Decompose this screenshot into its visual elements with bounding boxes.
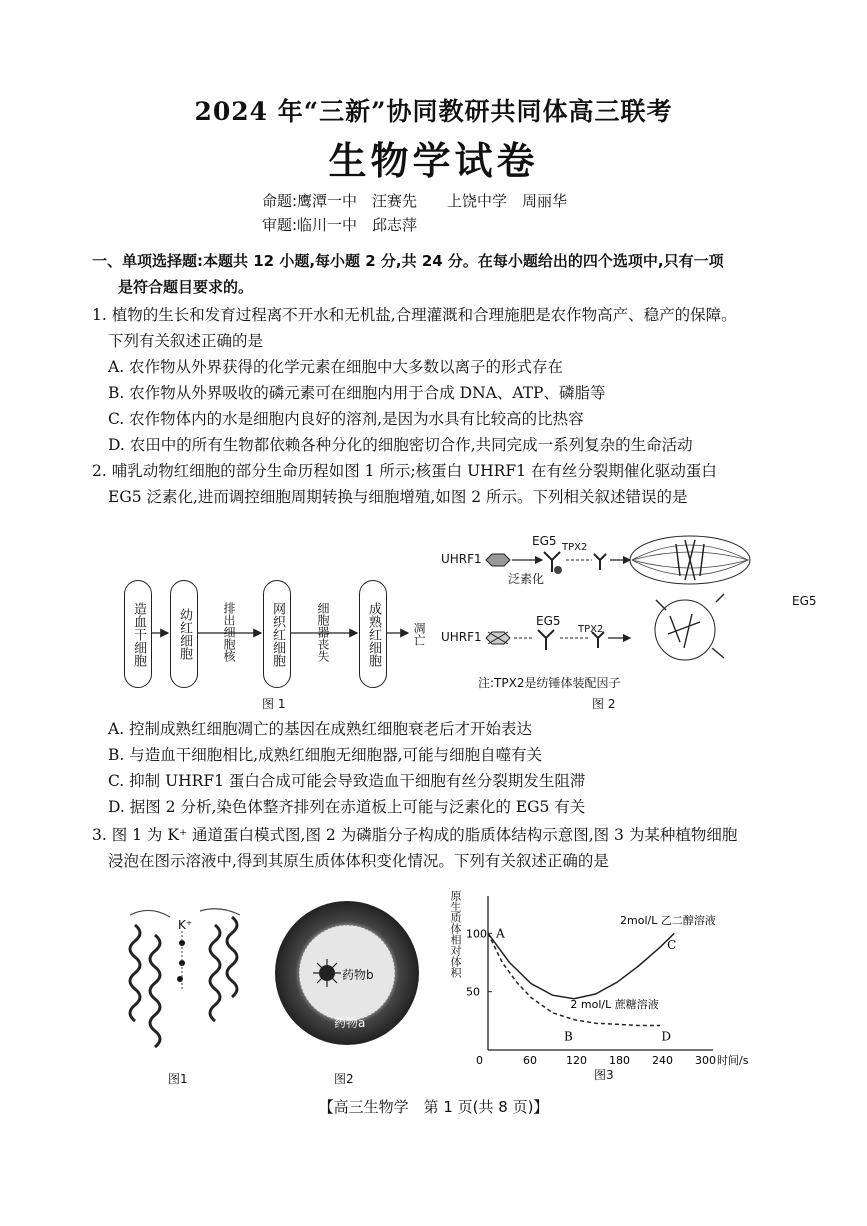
section-heading: 一、单项选择题:本题共 12 小题,每小题 2 分,共 24 分。在每小题给出的四个选项中,只有一项 xyxy=(92,252,724,270)
fig2-tpx2-bottom: TPX2 xyxy=(578,624,604,635)
x-tick-label: 240 xyxy=(652,1054,673,1067)
subject-title: 生物学试卷 xyxy=(328,138,539,183)
y-tick-label: 50 xyxy=(466,985,480,999)
q2-stem-1: 2. 哺乳动物红细胞的部分生命历程如图 1 所示;核蛋白 UHRF1 在有丝分裂期催化驱动蛋白 xyxy=(92,462,717,480)
q1-option-b: B. 农作物从外界吸收的磷元素可在细胞内用于合成 DNA、ATP、磷脂等 xyxy=(108,384,606,402)
q2-option-b: B. 与造血干细胞相比,成熟红细胞无细胞器,可能与细胞自噬有关 xyxy=(108,746,543,764)
q1-option-d: D. 农田中的所有生物都依赖各种分化的细胞密切合作,共同完成一系列复杂的生命活动 xyxy=(108,436,693,454)
fig2-diagram xyxy=(480,530,820,680)
q3-fig3-caption: 图3 xyxy=(594,1068,614,1082)
y-tick-label: 100 xyxy=(466,927,487,941)
x-tick-label: 0 xyxy=(476,1054,483,1067)
section-heading-2: 是符合题目要求的。 xyxy=(118,278,254,296)
point-label-c: C xyxy=(667,938,677,952)
fig2-eg5-bottom: EG5 xyxy=(536,614,561,628)
q3-stem-1: 3. 图 1 为 K⁺ 通道蛋白模式图,图 2 为磷脂分子构成的脂质体结构示意图,图 3 为某种植物细胞 xyxy=(92,826,738,844)
fig2-uhrf1-top: UHRF1 xyxy=(441,552,482,566)
author-line-2: 审题:临川一中 邱志萍 xyxy=(262,216,418,234)
fig2-eg5-top: EG5 xyxy=(532,534,557,548)
series-line-ethylene-glycol xyxy=(488,933,677,998)
q2-option-a: A. 控制成熟红细胞凋亡的基因在成熟红细胞衰老后才开始表达 xyxy=(108,720,533,738)
q1-stem-2: 下列有关叙述正确的是 xyxy=(108,332,264,350)
fig1-label-apoptosis: 凋亡 xyxy=(412,622,426,646)
fig1-box-hsc: 造血干细胞 xyxy=(124,580,152,688)
point-label-b: B xyxy=(564,1029,573,1044)
x-tick-label: 180 xyxy=(609,1054,630,1067)
fig1-label-organelle-loss: 细胞器丧失 xyxy=(316,602,330,662)
chart-ylabel: 原生质体相对体积 xyxy=(449,890,462,978)
q2-stem-2: EG5 泛素化,进而调控细胞周期转换与细胞增殖,如图 2 所示。下列相关叙述错误的是 xyxy=(108,488,688,506)
fig1-box-young: 幼红细胞 xyxy=(170,580,198,688)
fig1-box-mature: 成熟红细胞 xyxy=(359,580,387,688)
fig2-eg5-right: EG5 xyxy=(792,594,817,608)
k-ion-label: K⁺ xyxy=(178,918,193,932)
author-line-1: 命题:鹰潭一中 汪赛先 上饶中学 周丽华 xyxy=(262,192,568,210)
series-line-sucrose xyxy=(488,933,660,1025)
page-footer: 【高三生物学 第 1 页(共 8 页)】 xyxy=(318,1098,549,1116)
q2-option-c: C. 抑制 UHRF1 蛋白合成可能会导致造血干细胞有丝分裂期发生阻滞 xyxy=(108,772,586,790)
point-label-d: D xyxy=(661,1029,672,1044)
fig2-tpx2-top: TPX2 xyxy=(562,542,588,553)
q3-stem-2: 浸泡在图示溶液中,得到其原生质体体积变化情况。下列有关叙述正确的是 xyxy=(108,852,609,870)
x-tick-label: 300 xyxy=(695,1054,716,1067)
q3-fig1-caption: 图1 xyxy=(168,1072,188,1086)
q3-fig2-caption: 图2 xyxy=(334,1072,354,1086)
protoplast-volume-chart xyxy=(440,880,780,1076)
q1-option-a: A. 农作物从外界获得的化学元素在细胞中大多数以离子的形式存在 xyxy=(108,358,564,376)
fig1-arrows xyxy=(150,625,440,645)
fig1-caption: 图 1 xyxy=(262,697,286,711)
series-label-ethylene-glycol: 2mol/L 乙二醇溶液 xyxy=(620,914,716,927)
series-label-sucrose: 2 mol/L 蔗糖溶液 xyxy=(570,998,659,1011)
x-tick-label: 60 xyxy=(523,1054,537,1067)
x-axis-label: 时间/s xyxy=(717,1054,749,1067)
q2-option-d: D. 据图 2 分析,染色体整齐排列在赤道板上可能与泛素化的 EG5 有关 xyxy=(108,798,586,816)
fig2-uhrf1-bottom: UHRF1 xyxy=(441,630,482,644)
fig2-ubiquitination: 泛素化 xyxy=(508,572,545,586)
fig1-label-enucleate: 排出细胞核 xyxy=(222,602,236,662)
q1-stem-1: 1. 植物的生长和发育过程离不开水和无机盐,合理灌溉和合理施肥是农作物高产、稳产的保障。 xyxy=(92,306,737,324)
drug-a-label: 药物a xyxy=(334,1016,366,1030)
fig2-note: 注:TPX2是纺锤体装配因子 xyxy=(478,676,621,690)
q1-option-c: C. 农作物体内的水是细胞内良好的溶剂,是因为水具有比较高的比热容 xyxy=(108,410,584,428)
fig2-caption: 图 2 xyxy=(592,697,616,711)
fig1-box-reticulo: 网织红细胞 xyxy=(263,580,291,688)
point-label-a: A xyxy=(496,926,505,941)
x-tick-label: 120 xyxy=(566,1054,587,1067)
exam-title: 2024 年“三新”协同教研共同体高三联考 xyxy=(194,97,673,126)
drug-b-label: 药物b xyxy=(342,968,374,982)
